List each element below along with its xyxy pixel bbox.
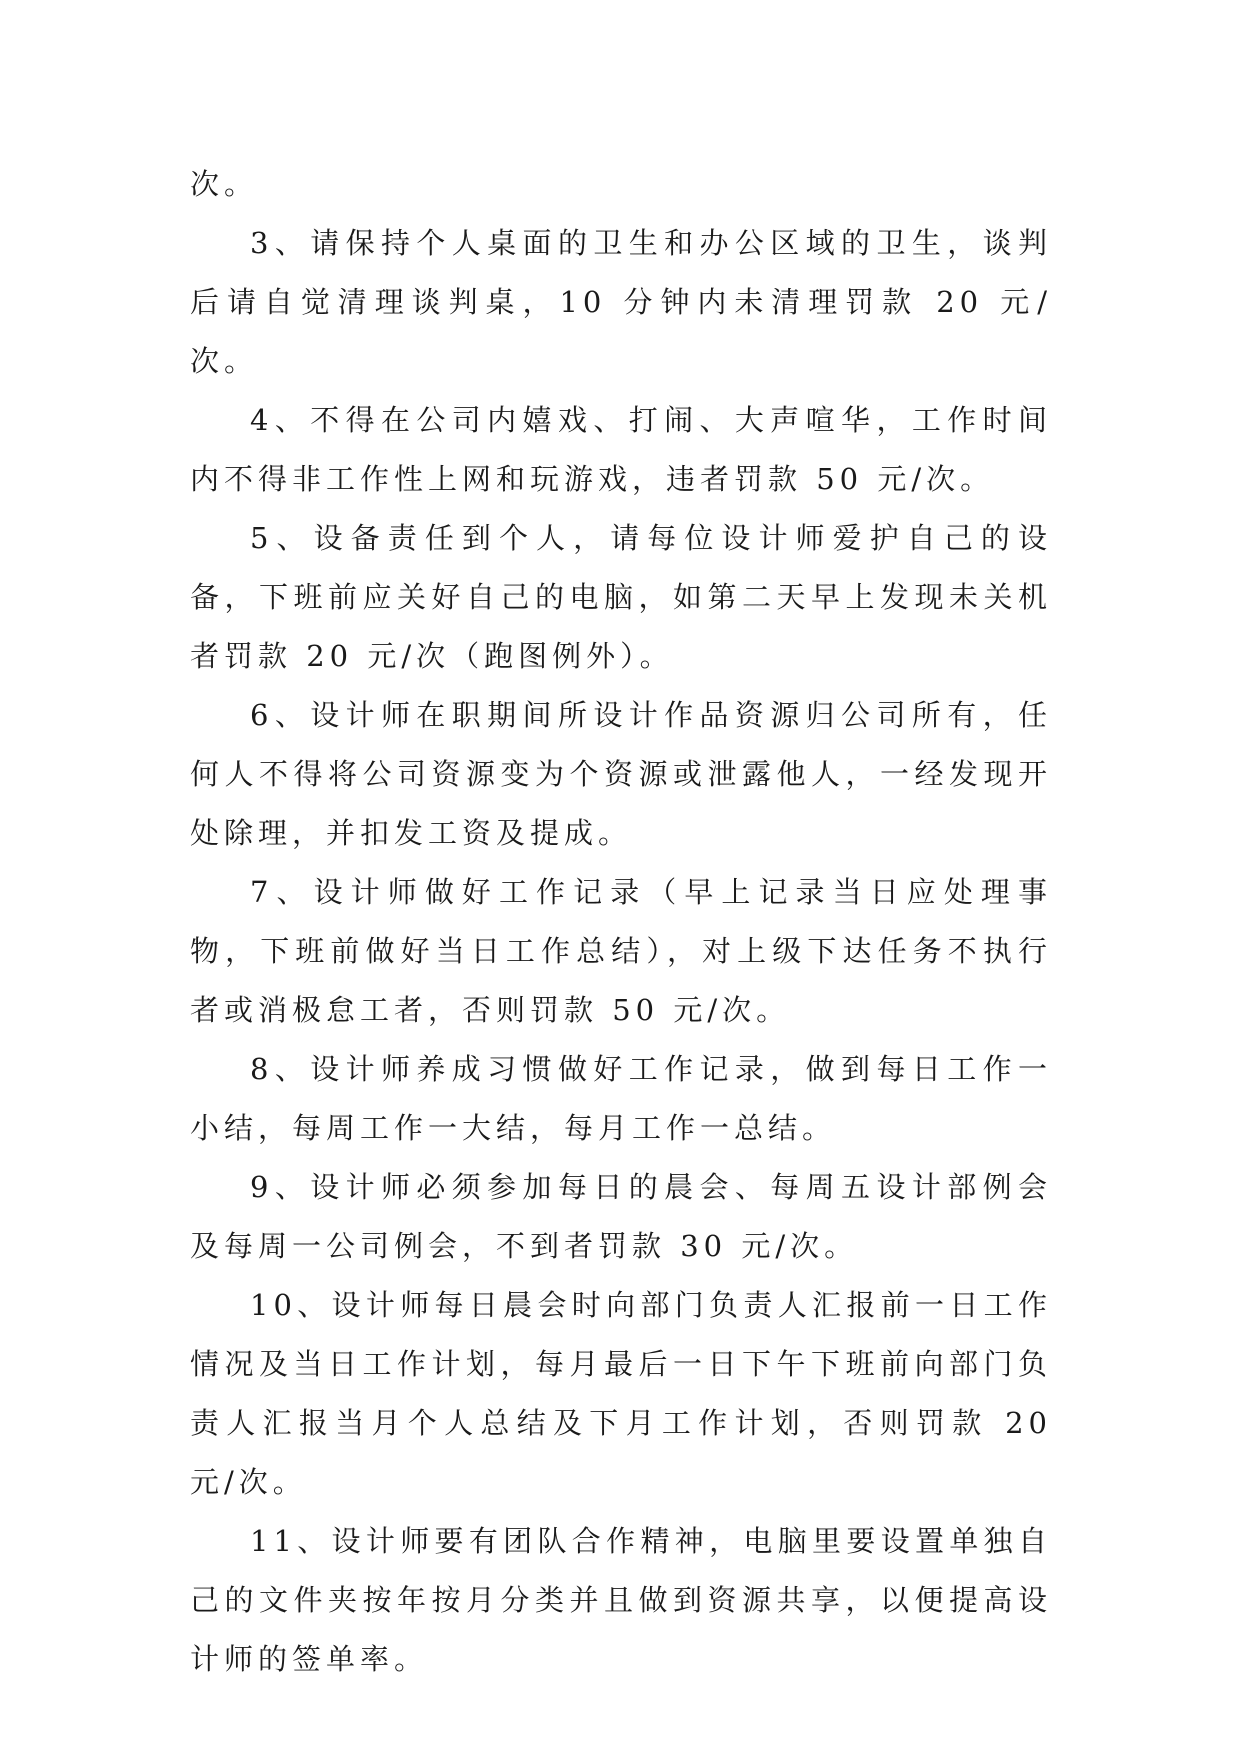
paragraph-rule-11: 11、设计师要有团队合作精神，电脑里要设置单独自己的文件夹按年按月分类并且做到资源共享，以便提高设计师的签单率。	[190, 1524, 1052, 1676]
paragraph-rule-8: 8、设计师养成习惯做好工作记录，做到每日工作一小结，每周工作一大结，每月工作一总结。	[190, 1052, 1052, 1145]
paragraph-rule-7: 7、设计师做好工作记录（早上记录当日应处理事物，下班前做好当日工作总结），对上级下达任务不执行者或消极怠工者，否则罚款 50 元/次。	[190, 875, 1052, 1027]
paragraph-rule-5: 5、设备责任到个人，请每位设计师爱护自己的设备，下班前应关好自己的电脑，如第二天早上发现未关机者罚款 20 元/次（跑图例外）。	[190, 521, 1052, 673]
paragraph-rule-4: 4、不得在公司内嬉戏、打闹、大声喧华，工作时间内不得非工作性上网和玩游戏，违者罚款 50 元/次。	[190, 403, 1052, 496]
paragraph-rule-6: 6、设计师在职期间所设计作品资源归公司所有，任何人不得将公司资源变为个资源或泄露他人，一经发现开处除理，并扣发工资及提成。	[190, 698, 1052, 850]
paragraph-continuation: 次。	[190, 167, 259, 201]
document-body	[190, 155, 1052, 1689]
paragraph-rule-9: 9、设计师必须参加每日的晨会、每周五设计部例会及每周一公司例会，不到者罚款 30 元/次。	[190, 1170, 1052, 1263]
paragraph-rule-3: 3、请保持个人桌面的卫生和办公区域的卫生，谈判后请自觉清理谈判桌，10 分钟内未清理罚款 20 元/次。	[190, 226, 1052, 378]
paragraph-rule-10: 10、设计师每日晨会时向部门负责人汇报前一日工作情况及当日工作计划，每月最后一日下午下班前向部门负责人汇报当月个人总结及下月工作计划，否则罚款 20 元/次。	[190, 1288, 1052, 1499]
